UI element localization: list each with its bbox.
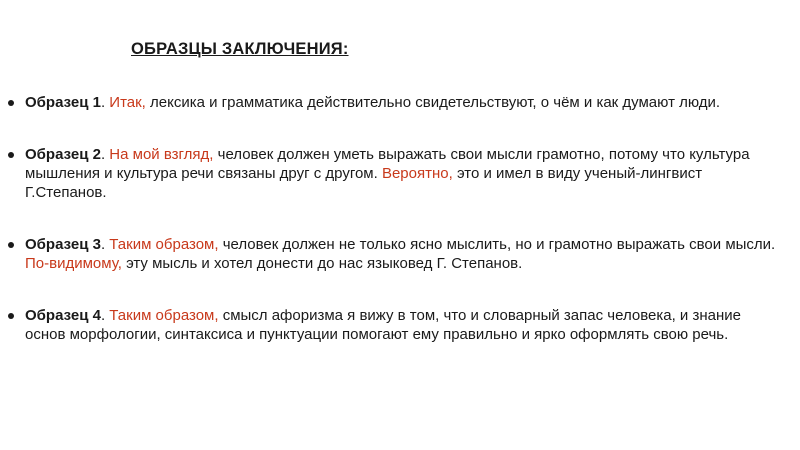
intro-phrase: Таким образом, <box>109 307 219 324</box>
bullet-icon <box>8 152 14 158</box>
sample-label: Образец 4 <box>25 307 101 324</box>
sample-separator: . <box>100 94 110 111</box>
sample-text: лексика и грамматика действительно свидетельствуют, о чём и как думают люди. <box>145 94 721 111</box>
intro-phrase: Таким образом, <box>109 236 219 253</box>
bullet-icon <box>8 100 14 106</box>
intro-phrase: Итак, <box>109 94 146 111</box>
list-item <box>8 145 778 202</box>
sample-list <box>8 93 778 377</box>
sample-text: человек должен уметь выражать свои мысли грамотно, потому что культура мышления и культура речи связаны друг с другом. <box>25 146 750 182</box>
list-item <box>8 235 778 273</box>
sample-separator: . <box>100 236 110 253</box>
sample-label: Образец 2 <box>25 146 101 163</box>
bullet-icon <box>8 313 14 319</box>
intro-phrase: Вероятно, <box>381 165 453 182</box>
sample-text: человек должен не только ясно мыслить, но и грамотно выражать свои мысли. <box>218 236 776 253</box>
list-item <box>8 306 778 344</box>
sample-separator: . <box>100 307 110 324</box>
sample-label: Образец 1 <box>25 94 101 111</box>
intro-phrase: На мой взгляд, <box>109 146 214 163</box>
bullet-icon <box>8 242 14 248</box>
sample-text: это и имел в виду ученый-лингвист Г.Степанов. <box>25 165 703 201</box>
sample-text: смысл афоризма я вижу в том, что и словарный запас человека, и знание основ морфологии, синтаксиса и пунктуации помогают ему правильно и ярко оформлять свою речь. <box>25 307 741 343</box>
sample-text: эту мысль и хотел донести до нас языковед Г. Степанов. <box>121 255 523 272</box>
slide-title: ОБРАЗЦЫ ЗАКЛЮЧЕНИЯ: <box>131 40 349 58</box>
list-item <box>8 93 778 112</box>
sample-separator: . <box>100 146 110 163</box>
sample-label: Образец 3 <box>25 236 101 253</box>
intro-phrase: По-видимому, <box>25 255 122 272</box>
